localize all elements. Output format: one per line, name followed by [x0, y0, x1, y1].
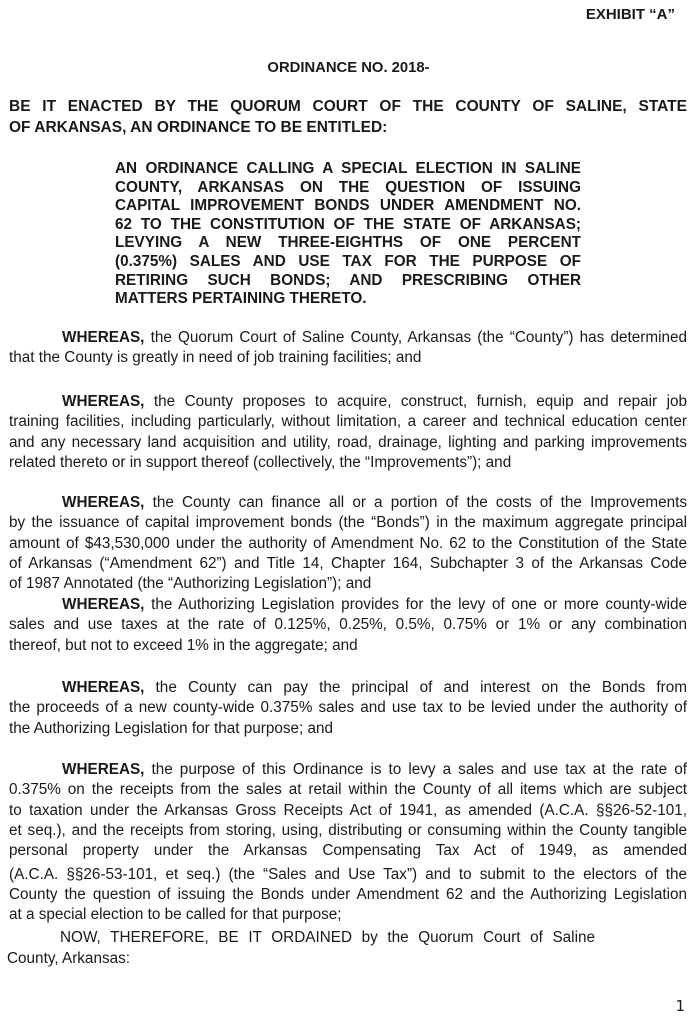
title-line: AN ORDINANCE CALLING A SPECIAL ELECTION IN SALINE: [115, 160, 581, 177]
whereas-paragraph-first-line: [62, 393, 687, 411]
whereas-label: WHEREAS,: [62, 596, 145, 613]
title-line: 62 TO THE CONSTITUTION OF THE STATE OF ARKANSAS;: [115, 215, 581, 233]
title-line: RETIRING SUCH BONDS; AND PRESCRIBING OTHER: [115, 271, 581, 289]
whereas-paragraph-first-line: [62, 329, 687, 347]
paragraph-line: that the County is greatly in need of job training facilities; and: [9, 349, 422, 367]
whereas-label: WHEREAS,: [62, 761, 145, 778]
paragraph-line: of Arkansas (“Amendment 62”) and Title 14, Chapter 164, Subchapter 3 of the Arkansas Code: [9, 554, 687, 572]
ordinance-number: ORDINANCE NO. 2018-: [267, 60, 430, 76]
paragraph-line: sales and use taxes at the rate of 0.125%, 0.25%, 0.5%, 0.75% or 1% or any combination: [9, 616, 687, 634]
title-line: LEVYING A NEW THREE-EIGHTHS OF ONE PERCENT: [115, 234, 581, 252]
paragraph-line: County the question of issuing the Bonds under Amendment 62 and the Authorizing Legislation: [9, 885, 687, 903]
whereas-label: WHEREAS,: [62, 393, 145, 410]
paragraph-line: of 1987 Annotated (the “Authorizing Legislation”); and: [9, 575, 372, 593]
paragraph-line: thereof, but not to exceed 1% in the aggregate; and: [9, 636, 358, 654]
enacting-clause-line-1: BE IT ENACTED BY THE QUORUM COURT OF THE COUNTY OF SALINE, STATE: [9, 98, 687, 115]
paragraph-line: the proceeds of a new county-wide 0.375% sales and use tax to be levied under the authority of: [9, 699, 687, 717]
enacting-clause-line-2: OF ARKANSAS, AN ORDINANCE TO BE ENTITLED:: [9, 119, 388, 136]
paragraph-line: amount of $43,530,000 under the authority of Amendment No. 62 to the Constitution of the State: [9, 534, 687, 552]
whereas-label: WHEREAS,: [62, 494, 145, 511]
whereas-paragraph-first-line: [62, 494, 687, 512]
paragraph-line: personal property under the Arkansas Compensating Tax Act of 1949, as amended: [9, 842, 687, 860]
title-line: MATTERS PERTAINING THERETO.: [115, 290, 367, 308]
title-line: CAPITAL IMPROVEMENT BONDS UNDER AMENDMENT NO.: [115, 197, 581, 215]
paragraph-text: the Authorizing Legislation provides for the levy of one or more county-wide: [144, 596, 687, 613]
page-number: 1: [675, 997, 685, 1015]
paragraph-line: by the issuance of capital improvement bonds (the “Bonds”) in the maximum aggregate principal: [9, 514, 687, 532]
whereas-paragraph-first-line: [62, 596, 687, 614]
paragraph-line: (A.C.A. §§26-53-101, et seq.) (the “Sales and Use Tax”) and to submit to the electors of the: [9, 865, 687, 883]
title-line: COUNTY, ARKANSAS ON THE QUESTION OF ISSUING: [115, 178, 581, 196]
whereas-label: WHEREAS,: [62, 329, 145, 346]
paragraph-text: the County can pay the principal of and interest on the Bonds from: [144, 679, 687, 696]
ordaining-clause-line-2: County, Arkansas:: [7, 950, 131, 967]
whereas-paragraph-first-line: [62, 679, 687, 697]
whereas-paragraph-first-line: [62, 761, 687, 779]
paragraph-line: and any necessary land acquisition and utility, road, drainage, lighting and parking improvements: [9, 433, 687, 451]
exhibit-label: EXHIBIT “A”: [585, 6, 675, 23]
paragraph-text: the purpose of this Ordinance is to levy a sales and use tax at the rate of: [144, 761, 687, 778]
whereas-label: WHEREAS,: [62, 679, 145, 696]
paragraph-line: the Authorizing Legislation for that purpose; and: [9, 719, 334, 737]
paragraph-line: training facilities, including particularly, without limitation, a career and technical education center: [9, 413, 687, 431]
paragraph-line: to taxation under the Arkansas Gross Receipts Act of 1941, as amended (A.C.A. §§26-52-101,: [9, 801, 687, 819]
title-line: (0.375%) SALES AND USE TAX FOR THE PURPOSE OF: [115, 253, 581, 270]
paragraph-line: related thereto or in support thereof (collectively, the “Improvements”); and: [9, 453, 512, 471]
paragraph-text: the County proposes to acquire, construct, furnish, equip and repair job: [144, 393, 687, 410]
paragraph-text: the Quorum Court of Saline County, Arkansas (the “County”) has determined: [144, 329, 687, 346]
ordaining-clause-line-1: NOW, THEREFORE, BE IT ORDAINED by the Quorum Court of Saline: [60, 929, 595, 946]
paragraph-line: et seq.), and the receipts from storing, using, distributing or consuming within the County tangible: [9, 821, 687, 839]
paragraph-line: 0.375% on the receipts from the sales at retail within the County of all items which are subject: [9, 781, 687, 799]
paragraph-line: at a special election to be called for that purpose;: [9, 906, 342, 924]
paragraph-text: the County can finance all or a portion of the costs of the Improvements: [144, 494, 687, 511]
